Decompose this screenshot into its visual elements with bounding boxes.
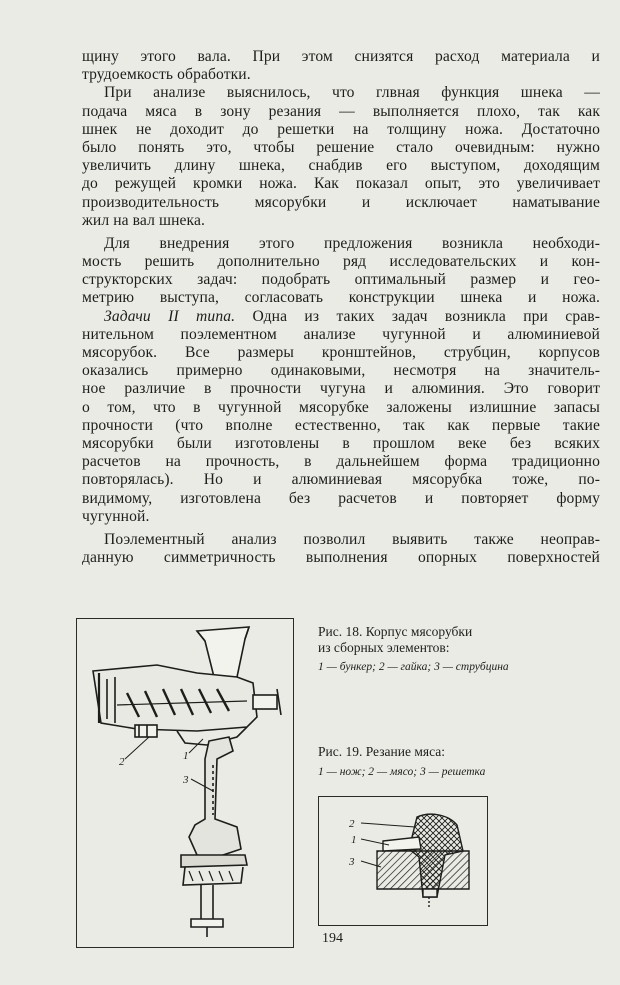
body-text [82, 48, 600, 567]
figure-19-legend: 1 — нож; 2 — мясо; 3 — решетка [318, 766, 486, 778]
text-line: ное различие в прочности чугуна и алюминия. Это говорит [82, 380, 600, 398]
text-line-with-italic-lead [82, 308, 600, 326]
text-line: трудоемкость обработки. [82, 66, 251, 84]
label-3: 3 [349, 856, 355, 868]
text-line: оказались примерно одинаковыми, несмотря на значитель- [82, 362, 600, 380]
meat-cutting-drawing [319, 797, 489, 927]
label-3: 3 [183, 774, 189, 786]
text-line: данную симметричность выполнения опорных поверхностей [82, 549, 600, 567]
text-line: щину этого вала. При этом снизятся расход материала и [82, 48, 600, 65]
text-line: При анализе выяснилось, что глвная функция шнека — [104, 84, 600, 102]
text-line: мясорубок. Все размеры кронштейнов, струбцин, корпусов [82, 344, 600, 361]
text-line: прочности (что вполне естественно, так как первые такие [82, 416, 600, 434]
label-2: 2 [119, 756, 125, 768]
text-line-rest: Одна из таких задач возникла при срав- [252, 307, 601, 325]
text-line: структорских задач: подобрать оптимальный размер и гео- [82, 271, 600, 289]
text-line: мость решить дополнительно ряд исследовательских и кон- [82, 253, 600, 271]
figure-18-title-1: Рис. 18. Корпус мясорубки [318, 624, 473, 639]
italic-lead: Задачи II типа. [104, 307, 236, 325]
text-line: подача мяса в зону резания — выполняется плохо, так как [82, 102, 600, 120]
text-line: шнек не доходит до решетки на толщину ножа. Достаточно [82, 120, 600, 138]
text-line: видимому, изготовлена без расчетов и повторяет форму [82, 489, 600, 507]
figure-19-frame [318, 796, 488, 926]
figure-18-legend: 1 — бункер; 2 — гайка; 3 — струбцина [318, 661, 509, 673]
figure-18-frame [76, 618, 294, 948]
text-line: было понять это, чтобы решение стало очевидным: нужно [82, 138, 600, 156]
figure-18-title-2: из сборных элементов: [318, 640, 450, 655]
text-line: расчетов на прочность, в дальнейшем форма традиционно [82, 453, 600, 471]
text-line: Поэлементный анализ позволил выявить также неоправ- [104, 530, 600, 548]
text-line: мясорубки были изготовлены в прошлом веке без всяких [82, 434, 600, 452]
label-1: 1 [351, 834, 357, 846]
text-line: увеличить длину шнека, снабдив его выступом, доходящим [82, 157, 600, 175]
text-line: метрию выступа, согласовать конструкции шнека и ножа. [82, 289, 600, 307]
text-line: нительном поэлементном анализе чугунной и алюминиевой [82, 325, 600, 343]
text-line: производительность мясорубки и исключает наматывание [82, 193, 600, 211]
text-line: Для внедрения этого предложения возникла необходи- [104, 234, 600, 252]
text-line: чугунной. [82, 507, 150, 525]
text-line: повторялась). Но и алюминиевая мясорубка тоже, по- [82, 471, 600, 489]
label-1: 1 [183, 750, 189, 762]
figure-19-title: Рис. 19. Резание мяса: [318, 744, 446, 759]
text-line: о том, что в чугунной мясорубке заложены излишние запасы [82, 398, 600, 416]
label-2: 2 [349, 818, 355, 830]
page-number: 194 [322, 931, 343, 946]
meat-grinder-drawing [77, 619, 295, 949]
text-line: до режущей кромки ножа. Как показал опыт, это увеличивает [82, 175, 600, 193]
text-line: жил на вал шнека. [82, 211, 205, 229]
